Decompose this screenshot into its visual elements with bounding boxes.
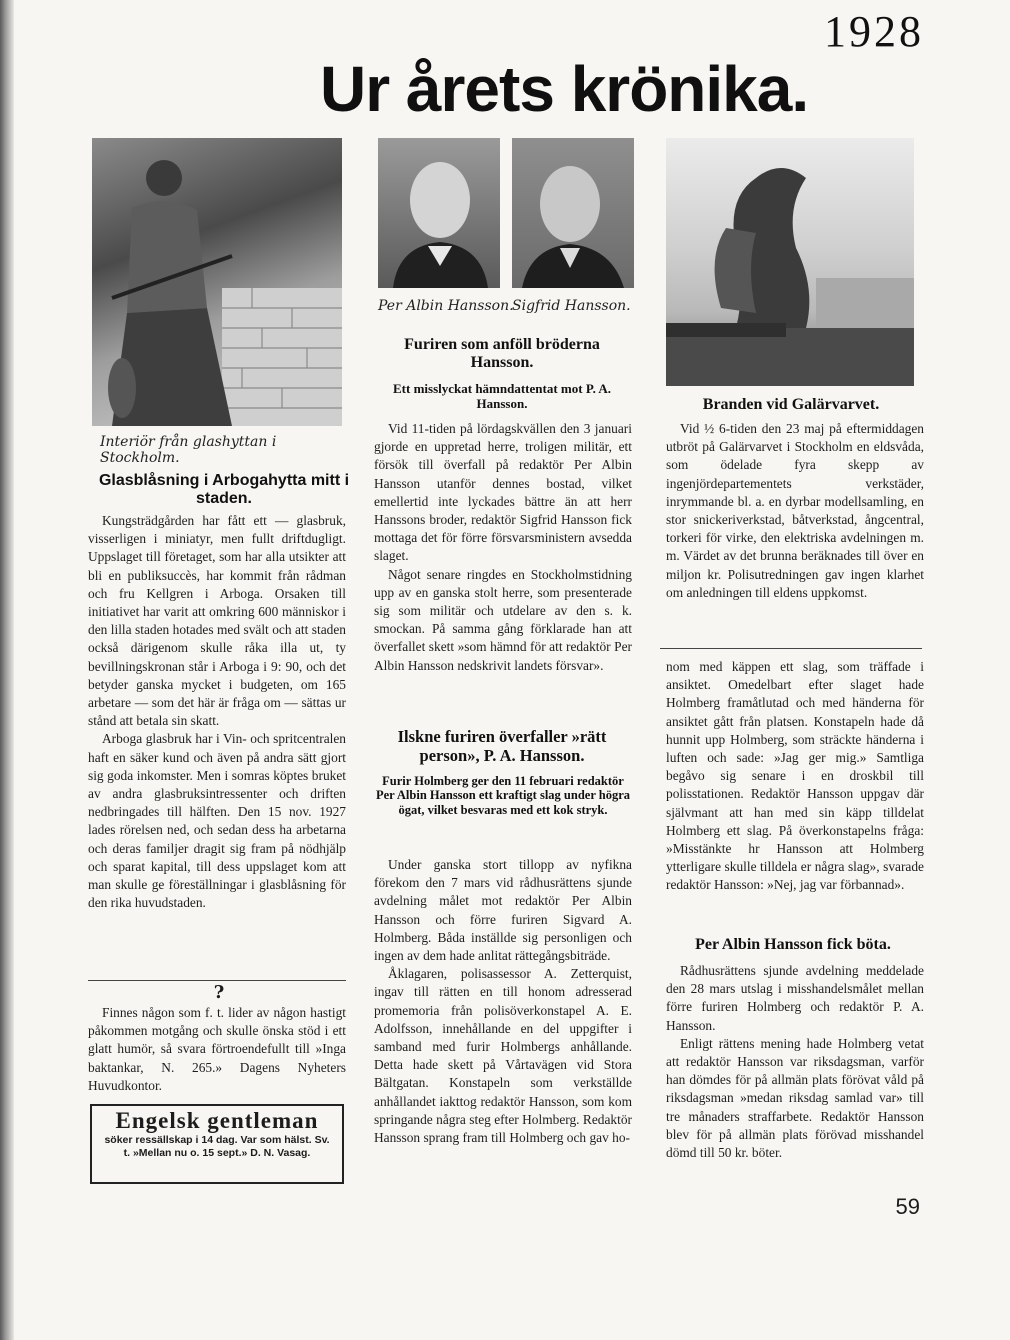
galarvarvet-fire-photo (666, 138, 914, 386)
portrait-illustration-2 (512, 138, 634, 288)
col2-subheading-2: Furir Holmberg ger den 11 februari redaktör Per Albin Hansson ett kraftigt slag under högra ögat, vilket besvaras med ett kok stryk. (375, 774, 631, 817)
col3-paragraph-3: Enligt rättens mening hade Holmberg vetat att redaktör Hansson var riksdagsman, varför han dömdes för på allmän plats förövat våld på riksdagsman »medan riksdag samlad var» till tre månaders straffarbete. Redaktör Hansson blev för på allmän plats förövad misshandel dömd till 50 kr. böter. (666, 1035, 924, 1161)
col1-question-article (88, 1004, 346, 1095)
col1-divider (88, 980, 346, 981)
page-title: Ur årets krönika. (320, 53, 809, 125)
col3-paragraph-2: Rådhusrättens sjunde avdelning meddelade den 28 mars utslag i misshandelsmålet mellan förre furiren Holmberg och redaktör P. A. Hansson. (666, 963, 924, 1033)
col3-continuation (666, 658, 924, 895)
question-mark: ? (213, 982, 225, 1003)
col2-paragraph-1: Vid 11-tiden på lördagskvällen den 3 januari gjorde en uppretad herre, troligen militär, ett försök till överfall på redaktör Per Albin Hansson utanför dennes bostad, vilket emellertid inte lyckades bättre än att herr Hanssons broder, redaktör Sigfrid Hansson fick mottaga det för förre försvarsministern avsedda slaget. (374, 421, 632, 564)
col2-heading: Furiren som anföll bröderna Hansson. (404, 336, 600, 372)
col3-article-2 (666, 962, 924, 1162)
page-number: 59 (895, 1194, 920, 1219)
col1-paragraph-2: Arboga glasbruk har i Vin- och spritcentralen haft en säker kund och även på andra sätt gjort sig goda inkomster. Men i somras köptes bruket av andra glasbruksintressenter och driften nedbringades till hälften. Den 15 nov. 1927 lades rörelsen ned, och sedan dess ha arbetarna och deras familjer dragit sig fram på nödhjälp och sparat kapital, till dess uppslaget kom att man skulle ge föreställningar i glasblåsning för den rika huvudstaden. (88, 731, 346, 911)
col3-article-1 (666, 420, 924, 602)
portrait-sigfrid-hansson (512, 138, 634, 288)
portrait-per-albin-hansson (378, 138, 500, 288)
classified-ad-text: söker ressällskap i 14 dag. Var som hälst. Sv. t. »Mellan nu o. 15 sept.» D. N. Vasag. (104, 1134, 330, 1159)
glassworks-photo (92, 138, 342, 426)
col2-article-1 (374, 420, 632, 675)
glassworks-photo-caption: Interiör från glashyttan i Stockholm. (100, 434, 277, 466)
col3-heading-2: Per Albin Hansson fick böta. (695, 936, 891, 953)
classified-ad (90, 1104, 344, 1184)
col3-paragraph-1: Vid ½ 6-tiden den 23 maj på eftermiddagen utbröt på Galärvarvet i Stockholm en eldsvåda, som ödelade fyra skepp av ingenjördepartementets verkstäder, inrymmande bl. a. en dyrbar modellsamling, en stor snickeriverkstad, båtverkstad, ångcentral, torkeri för virke, den elektriska avdelningen m. m. Värdet av det brunna beräknades till över en miljon kr. Polisutredningen gav ingen klarhet om anledningen till eldens uppkomst. (666, 421, 924, 600)
col1-heading: Glasblåsning i Arbogahytta mitt i staden. (98, 472, 350, 508)
col3-continuation-text: nom med käppen ett slag, som träffade i ansiktet. Omedelbart efter slaget hade Holmberg framåtlutad och med händerna för ansiktet gått från platsen. Konstapeln hade då hunnit upp Holmberg, som sträckte händerna i luften och sade: »Jag ger mig.» Samtliga begåvo sig senare i en droskbil till polisstationen. Redaktör Hansson uppgav där självmant att han med sin käpp tilldelat Holmberg ett slag. På överkonstapelns fråga: »Misstänkte hr Hansson att Holmberg ytterligare skulle tilldela er några slag», svarade redaktör Hansson: »Nej, jag var förbannad». (666, 659, 924, 893)
col3-heading: Branden vid Galärvarvet. (702, 396, 880, 413)
glassworks-illustration (92, 138, 342, 426)
portrait-illustration-1 (378, 138, 500, 288)
fire-illustration (666, 138, 914, 386)
col2-subheading: Ett misslyckat hämndattentat mot P. A. Hansson. (393, 381, 611, 411)
portrait-caption-sigfrid: Sigfrid Hansson. (512, 298, 631, 314)
col1-article (88, 512, 346, 912)
col2-paragraph-3: Under ganska stort tillopp av nyfikna förekom den 7 mars vid rådhusrättens sjunde avdelning målet mot redaktör Per Albin Hansson och förre furiren Sigvard A. Holmberg. Båda inställde sig personligen och ingen av dem hade anlitat rättegångsbiträde. (374, 857, 632, 964)
classified-ad-title: Engelsk gentleman (115, 1108, 319, 1133)
col2-article-2 (374, 856, 632, 1147)
page-binding-edge (0, 0, 14, 1340)
col1-question-text: Finnes någon som f. t. lider av någon hastigt påkommen motgång och skulle önska stöd i ett glatt humör, så svara förtroendefullt till »Inga baktankar, N. 265.» Dagens Nyheters Huvudkontor. (88, 1005, 346, 1093)
portrait-caption-per-albin: Per Albin Hansson. (378, 298, 514, 314)
col3-divider (660, 648, 922, 649)
year-label: 1928 (824, 7, 924, 56)
col2-paragraph-2: Något senare ringdes en Stockholmstidning upp av en ganska stolt herre, som presenterade sig som militär och utdelare av den s. k. smockan. På samma gång förklarade han att överfallet skett »som hämnd för att redaktör Per Albin Hansson nedskrivit landets försvar». (374, 566, 632, 673)
col2-heading-2: Ilskne furiren överfaller »rätt person», P. A. Hansson. (397, 727, 607, 765)
col1-paragraph-1: Kungsträdgården har fått ett — glasbruk, visserligen i miniatyr, men fullt driftdugligt. Uppslaget till företaget, som har alla utsikter att bli en publiksuccès, har kommit från rådman och fru Kellgren i Arboga. Orsaken till initiativet har varit att omkring 600 människor i den lilla staden hotades med svält och att staden också därigenom skulle råka illa ut, ty bevillningskronan står i Arboga i 9: 90, och det betyder ganska mycket i budgeten, om 165 arbetare — som det här är fråga om — sättas ur stånd att betala sin skatt. (88, 513, 346, 729)
col2-paragraph-4: Åklagaren, polisassessor A. Zetterquist, ingav till rätten en till honom adresserad promemoria från polisöverkonstapel A. E. Adolfsson, innehållande en del uppgifter i samband med furir Holmbergs anhållande. Detta hade skett på Vårtavägen vid Stora Bältgatan. Konstapeln som verkställde anhållandet iakttog redaktör Hansson, som kom springande några steg efter Holmberg. Redaktör Hansson sprang fram till Holmberg och gav ho- (374, 966, 632, 1146)
